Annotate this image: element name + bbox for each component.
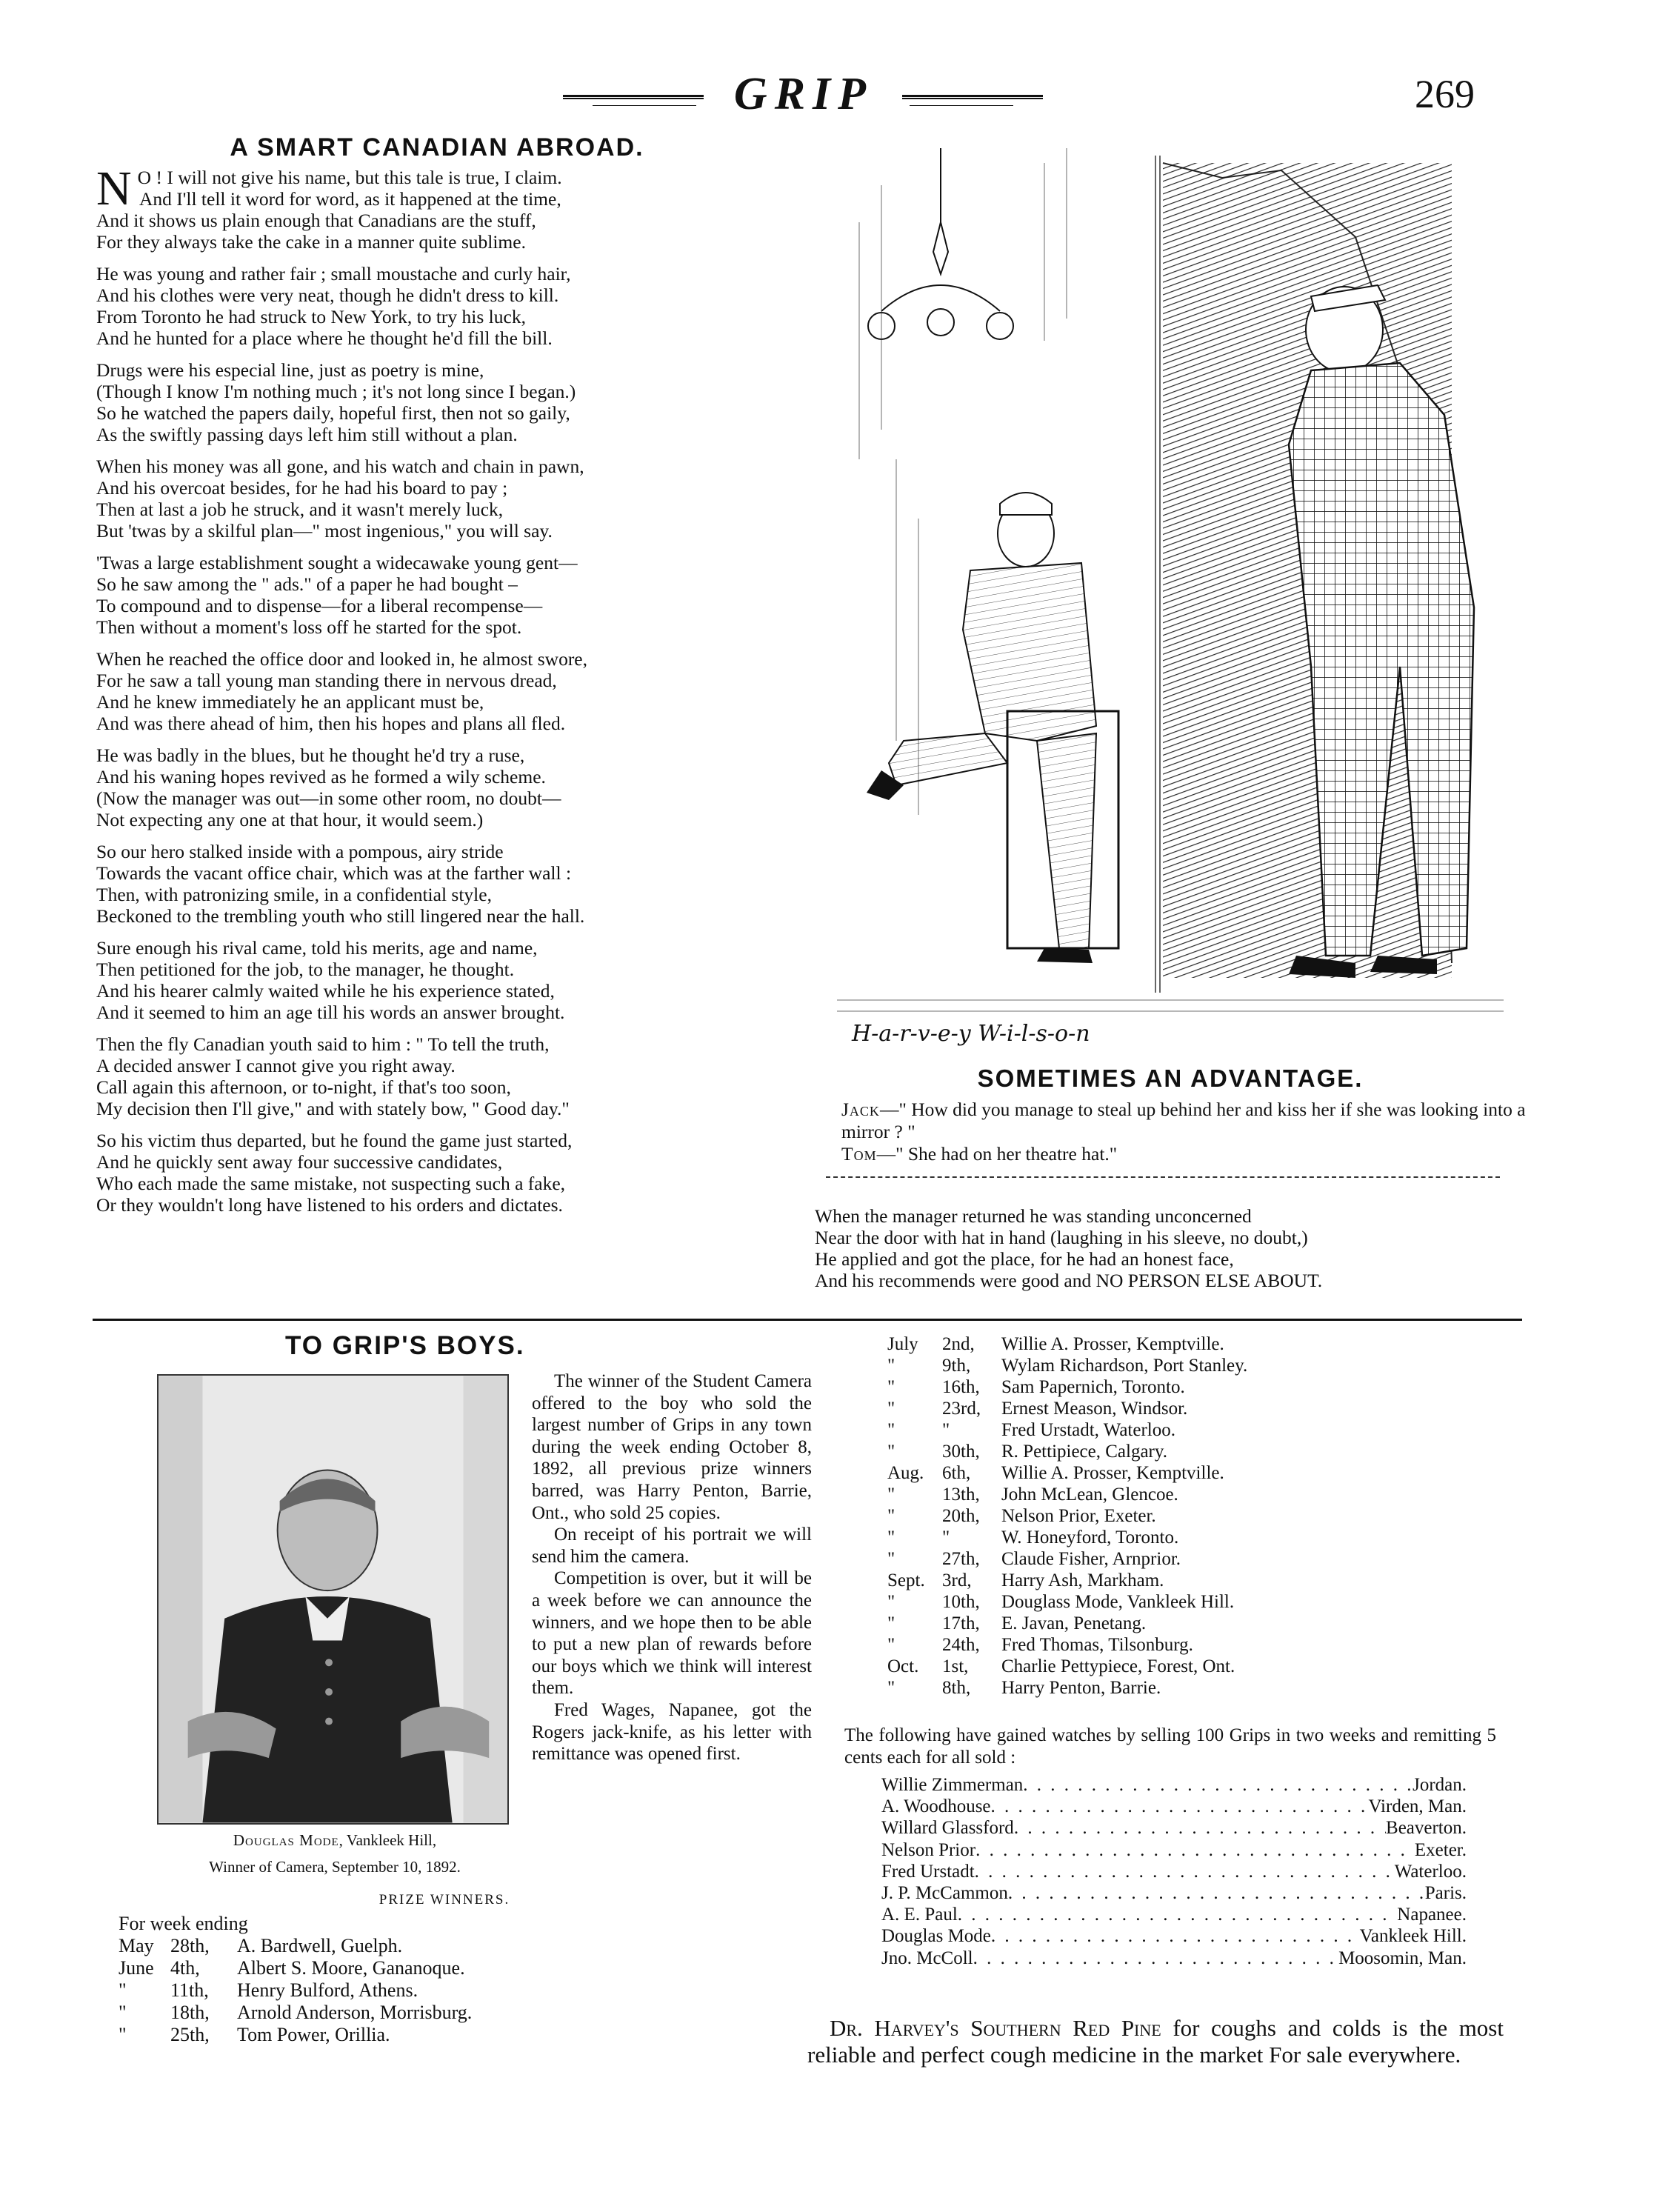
prize-date: 10th, xyxy=(942,1592,980,1612)
prize-row xyxy=(119,2024,472,2046)
watch-winner-row xyxy=(881,1796,1467,1817)
prize-name: Tom Power, Orillia. xyxy=(237,2024,390,2045)
dialog-line-jack xyxy=(815,1099,1526,1143)
poem-line: Sure enough his rival came, told his merits, age and name, xyxy=(96,937,538,959)
cartoon-dialog xyxy=(815,1099,1526,1165)
prize-row xyxy=(887,1398,1247,1419)
poem-stanza xyxy=(96,841,778,927)
prize-row xyxy=(119,2002,472,2024)
prize-row xyxy=(887,1419,1247,1441)
poem-stanza xyxy=(96,359,778,445)
poem xyxy=(96,133,778,1226)
advertisement xyxy=(807,2015,1504,2068)
poem-line: And his hearer calmly waited while he his experience stated, xyxy=(96,980,555,1002)
poem-line: And he knew immediately he an applicant must be, xyxy=(96,691,484,713)
prize-month: " xyxy=(887,1420,895,1440)
poem-line: (Now the manager was out—in some other room, no doubt— xyxy=(96,787,561,809)
poem-line: (Though I know I'm nothing much ; it's not long since I began.) xyxy=(96,381,576,402)
poem-line: O ! I will not give his name, but this tale is true, I claim. xyxy=(137,167,562,188)
leader-dots xyxy=(991,1796,1369,1817)
prize-date: 1st, xyxy=(942,1656,969,1676)
prize-row xyxy=(887,1484,1247,1505)
prize-date: 20th, xyxy=(942,1506,980,1526)
poem-line: He was badly in the blues, but he thought he'd try a ruse, xyxy=(96,744,525,766)
cartoon-illustration xyxy=(837,148,1504,1052)
watch-winner-row xyxy=(881,1817,1467,1839)
prize-name: Arnold Anderson, Morrisburg. xyxy=(237,2002,473,2023)
poem-line: When his money was all gone, and his watch and chain in pawn, xyxy=(96,456,584,477)
watch-winner-row xyxy=(881,1882,1467,1904)
prize-list-a xyxy=(119,1935,472,2046)
watch-winner-place: Jordan. xyxy=(1412,1775,1467,1795)
poem-line: 'Twas a large establishment sought a widecawake young gent— xyxy=(96,552,578,573)
poem-line: He was young and rather fair ; small moustache and curly hair, xyxy=(96,263,571,284)
prize-month: Oct. xyxy=(887,1656,919,1676)
poem-line: Beckoned to the trembling youth who still lingered near the hall. xyxy=(96,905,585,927)
watch-winner-name: Douglas Mode xyxy=(881,1926,991,1947)
boys-article xyxy=(532,1370,812,1765)
poem-line: And I'll tell it word for word, as it happened at the time, xyxy=(139,188,561,210)
poem-line: As the swiftly passing days left him still without a plan. xyxy=(96,424,518,445)
watch-winner-place: Virden, Man. xyxy=(1368,1796,1467,1817)
page-number: 269 xyxy=(1415,72,1475,116)
prize-row xyxy=(887,1505,1247,1527)
prize-date: 17th, xyxy=(942,1613,980,1633)
watch-winner-place: Vankleek Hill. xyxy=(1359,1926,1467,1947)
prize-row xyxy=(887,1355,1247,1376)
watch-winner-name: A. Woodhouse xyxy=(881,1796,991,1817)
photo-caption-place: , Vankleek Hill, xyxy=(338,1831,437,1849)
prize-date: 24th, xyxy=(942,1635,980,1655)
boys-title: TO GRIP'S BOYS. xyxy=(285,1331,525,1360)
prize-name: Fred Thomas, Tilsonburg. xyxy=(1001,1635,1193,1655)
prize-date: 27th, xyxy=(942,1549,980,1569)
leader-dots xyxy=(1008,1882,1425,1904)
dialog-speaker: Jack xyxy=(841,1099,880,1120)
prize-row xyxy=(887,1462,1247,1484)
watch-winner-row xyxy=(881,1839,1467,1861)
prize-month: " xyxy=(119,1979,127,2001)
prize-row xyxy=(887,1570,1247,1591)
poem-line: He applied and got the place, for he had an honest face, xyxy=(815,1248,1234,1270)
watch-winner-row xyxy=(881,1774,1467,1796)
prize-name: Nelson Prior, Exeter. xyxy=(1001,1506,1156,1526)
poem-line: When the manager returned he was standing unconcerned xyxy=(815,1205,1252,1227)
prize-date: 11th, xyxy=(170,1979,209,2001)
watch-winner-name: A. E. Paul xyxy=(881,1905,958,1925)
leader-dots xyxy=(1023,1774,1412,1796)
prize-row xyxy=(887,1548,1247,1570)
prize-name: Wylam Richardson, Port Stanley. xyxy=(1001,1356,1248,1376)
poem-line: Then petitioned for the job, to the manager, he thought. xyxy=(96,959,515,980)
dialog-line-tom xyxy=(815,1143,1526,1165)
poem-line: My decision then I'll give," and with stately bow, " Good day." xyxy=(96,1098,570,1119)
poem-line: Drugs were his especial line, just as poetry is mine, xyxy=(96,359,484,381)
poem-line: But 'twas by a skilful plan—" most ingenious," you will say. xyxy=(96,520,553,542)
prize-date: " xyxy=(942,1528,950,1548)
prize-month: " xyxy=(887,1442,895,1462)
poem-stanza xyxy=(96,1130,778,1216)
prize-date: 8th, xyxy=(942,1678,971,1698)
watch-winner-name: Willard Glassford xyxy=(881,1818,1014,1839)
prize-month: " xyxy=(119,2024,127,2045)
prize-row xyxy=(887,1677,1247,1699)
poem-line: And it seemed to him an age till his words an answer brought. xyxy=(96,1002,565,1023)
poem-line: For he saw a tall young man standing there in nervous dread, xyxy=(96,670,557,691)
prize-name: Douglass Mode, Vankleek Hill. xyxy=(1001,1592,1235,1612)
prize-month: May xyxy=(119,1935,154,1956)
prize-row xyxy=(887,1634,1247,1656)
watch-winner-name: Nelson Prior xyxy=(881,1839,976,1860)
watch-winner-row xyxy=(881,1948,1467,1969)
prize-month: Aug. xyxy=(887,1463,924,1483)
prize-date: 3rd, xyxy=(942,1570,972,1590)
watch-intro: The following have gained watches by selling 100 Grips in two weeks and remitting 5 cents each for all sold : xyxy=(844,1725,1496,1768)
prize-date: 6th, xyxy=(942,1463,971,1483)
prize-row xyxy=(119,1979,472,2002)
dashed-divider xyxy=(826,1176,1500,1178)
leader-dots xyxy=(975,1839,1415,1861)
prize-name: Claude Fisher, Arnprior. xyxy=(1001,1549,1181,1569)
prize-date: 13th, xyxy=(942,1485,980,1505)
poem-line: Then, with patronizing smile, in a confidential style, xyxy=(96,884,492,905)
ad-brand: Dr. Harvey's Southern Red Pine xyxy=(830,2015,1161,2041)
leader-dots xyxy=(958,1904,1398,1925)
section-divider xyxy=(93,1319,1522,1321)
poem-line: Not expecting any one at that hour, it would seem.) xyxy=(96,809,484,830)
poem-stanza xyxy=(96,937,778,1023)
poem-stanza xyxy=(96,1033,778,1119)
poem-line: And his waning hopes revived as he formed a wily scheme. xyxy=(96,766,546,787)
leader-dots xyxy=(991,1925,1360,1947)
prize-month: " xyxy=(887,1528,895,1548)
prize-name: John McLean, Glencoe. xyxy=(1001,1485,1178,1505)
prize-month: " xyxy=(887,1549,895,1569)
masthead-rule-right xyxy=(902,95,1043,99)
watch-winner-name: Fred Urstadt xyxy=(881,1861,975,1882)
prize-name: Henry Bulford, Athens. xyxy=(237,1979,418,2001)
poem-body xyxy=(96,161,778,1216)
prize-name: Fred Urstadt, Waterloo. xyxy=(1001,1420,1175,1440)
watch-winners-list xyxy=(881,1774,1467,1969)
photo-caption-name: Douglas Mode xyxy=(233,1831,339,1849)
poem-stanza xyxy=(96,456,778,542)
poem-line: And his clothes were very neat, though he didn't dress to kill. xyxy=(96,284,559,306)
prize-date: 9th, xyxy=(942,1356,971,1376)
photo-caption-detail: Winner of Camera, September 10, 1892. xyxy=(209,1858,461,1876)
poem-line: And was there ahead of him, then his hopes and plans all fled. xyxy=(96,713,566,734)
prize-name: Harry Ash, Markham. xyxy=(1001,1570,1164,1590)
prize-name: Albert S. Moore, Gananoque. xyxy=(237,1957,465,1979)
watch-winner-name: Jno. McColl xyxy=(881,1948,973,1968)
prize-row xyxy=(887,1656,1247,1677)
poem-line: Then without a moment's loss off he started for the spot. xyxy=(96,616,522,638)
watch-winner-place: Beaverton. xyxy=(1386,1818,1467,1839)
poem-line: And his recommends were good and NO PERSON ELSE ABOUT. xyxy=(815,1270,1323,1291)
prize-list-b xyxy=(887,1333,1247,1699)
prize-month: " xyxy=(887,1485,895,1505)
prize-name: Willie A. Prosser, Kemptville. xyxy=(1001,1334,1224,1354)
poem-line: To compound and to dispense—for a liberal recompense— xyxy=(96,595,543,616)
prize-name: W. Honeyford, Toronto. xyxy=(1001,1528,1179,1548)
poem-line: And it shows us plain enough that Canadians are the stuff, xyxy=(96,210,536,231)
prize-date: 2nd, xyxy=(942,1334,975,1354)
prize-row xyxy=(119,1935,472,1957)
dialog-text: —" How did you manage to steal up behind her and kiss her if she was looking into a mirror ? " xyxy=(841,1099,1526,1142)
prize-month: June xyxy=(119,1957,154,1979)
prize-name: E. Javan, Penetang. xyxy=(1001,1613,1147,1633)
prize-month: " xyxy=(887,1592,895,1612)
prize-month: " xyxy=(887,1356,895,1376)
prize-date: 16th, xyxy=(942,1377,980,1397)
prize-name: Sam Papernich, Toronto. xyxy=(1001,1377,1185,1397)
poem-stanza xyxy=(96,161,778,253)
poem-line: Near the door with hat in hand (laughing in his sleeve, no doubt,) xyxy=(815,1227,1308,1248)
prize-winners-title: PRIZE WINNERS. xyxy=(378,1892,510,1908)
portrait-photo xyxy=(157,1374,509,1825)
poem-stanza xyxy=(96,552,778,638)
watch-winner-name: Willie Zimmerman xyxy=(881,1775,1024,1795)
watch-winner-row xyxy=(881,1925,1467,1947)
article-paragraph: The winner of the Student Camera offered to the boy who sold the largest number of Grips in any town during the week ending October 8, 1892, all previous prize winners barred, was Harry Penton, Barrie, Ont., who sold 25 copies. xyxy=(532,1371,812,1523)
prize-month: " xyxy=(887,1613,895,1633)
cartoon-signature: H-a-r-v-e-y W-i-l-s-o-n xyxy=(852,1021,1090,1047)
prize-month: July xyxy=(887,1334,918,1354)
watch-winner-place: Paris. xyxy=(1424,1883,1467,1904)
poem-line: A decided answer I cannot give you right away. xyxy=(96,1055,456,1076)
watch-winner-place: Waterloo. xyxy=(1394,1861,1467,1882)
poem-title: A SMART CANADIAN ABROAD. xyxy=(230,133,644,161)
masthead-title: GRIP xyxy=(733,69,874,119)
prize-name: Charlie Pettypiece, Forest, Ont. xyxy=(1001,1656,1235,1676)
prize-name: R. Pettipiece, Calgary. xyxy=(1001,1442,1168,1462)
poem-line: Towards the vacant office chair, which was at the farther wall : xyxy=(96,862,572,884)
prize-row xyxy=(119,1957,472,1979)
poem-dropcap: N xyxy=(96,161,132,216)
prize-date: 18th, xyxy=(170,2002,210,2023)
article-paragraph: Fred Wages, Napanee, got the Rogers jack-knife, as his letter with remittance was opened first. xyxy=(532,1699,812,1765)
watch-winner-place: Exeter. xyxy=(1414,1839,1467,1860)
poem-line: And he hunted for a place where he thought he'd fill the bill. xyxy=(96,327,553,349)
prize-month: " xyxy=(887,1635,895,1655)
dialog-text: —" She had on her theatre hat." xyxy=(876,1143,1118,1165)
poem-continuation xyxy=(815,1205,1526,1291)
masthead xyxy=(0,68,1671,127)
poem-line: From Toronto he had struck to New York, to try his luck, xyxy=(96,306,526,327)
poem-stanza xyxy=(96,648,778,734)
poem-line: Call again this afternoon, or to-night, if that's too soon, xyxy=(96,1076,511,1098)
article-paragraph: On receipt of his portrait we will send him the camera. xyxy=(532,1525,812,1567)
poem-line: Then the fly Canadian youth said to him : " To tell the truth, xyxy=(96,1033,550,1055)
prize-row xyxy=(887,1591,1247,1613)
article-paragraph: Competition is over, but it will be a week before we can announce the winners, and we hope then to be able to put a new plan of rewards before our boys which we think will interest them. xyxy=(532,1568,812,1699)
poem-line: And his overcoat besides, for he had his board to pay ; xyxy=(96,477,508,499)
poem-line: And he quickly sent away four successive candidates, xyxy=(96,1151,503,1173)
prize-row xyxy=(887,1441,1247,1462)
watch-winner-row xyxy=(881,1904,1467,1925)
leader-dots xyxy=(975,1861,1395,1882)
prize-name: Ernest Meason, Windsor. xyxy=(1001,1399,1188,1419)
poem-stanza xyxy=(96,263,778,349)
prize-row xyxy=(887,1376,1247,1398)
prize-date: " xyxy=(942,1420,950,1440)
prize-date: 25th, xyxy=(170,2024,210,2045)
masthead-rule-left-thin xyxy=(593,105,696,107)
prize-intro: For week ending xyxy=(119,1913,248,1934)
poem-line: For they always take the cake in a manner quite sublime. xyxy=(96,231,526,253)
poem-line: When he reached the office door and looked in, he almost swore, xyxy=(96,648,587,670)
watch-winner-place: Napanee. xyxy=(1397,1905,1467,1925)
prize-date: 28th, xyxy=(170,1935,210,1956)
prize-row xyxy=(887,1333,1247,1355)
watch-winner-row xyxy=(881,1861,1467,1882)
watch-winner-place: Moosomin, Man. xyxy=(1338,1948,1467,1968)
prize-month: " xyxy=(887,1506,895,1526)
prize-date: 4th, xyxy=(170,1957,200,1979)
masthead-rule-right-thin xyxy=(910,105,1013,107)
poem-line: So our hero stalked inside with a pompous, airy stride xyxy=(96,841,504,862)
poem-line: So his victim thus departed, but he found the game just started, xyxy=(96,1130,573,1151)
cartoon-title: SOMETIMES AN ADVANTAGE. xyxy=(977,1065,1364,1092)
photo-caption xyxy=(157,1831,513,1850)
prize-month: " xyxy=(887,1377,895,1397)
masthead-rule-left xyxy=(563,95,704,99)
leader-dots xyxy=(973,1948,1338,1969)
poem-line: Or they wouldn't long have listened to his orders and dictates. xyxy=(96,1194,563,1216)
poem-line: So he saw among the " ads." of a paper he had bought – xyxy=(96,573,518,595)
prize-month: " xyxy=(119,2002,127,2023)
poem-line: Then at last a job he struck, and it wasn't merely luck, xyxy=(96,499,504,520)
poem-stanza xyxy=(96,744,778,830)
watch-winner-name: J. P. McCammon xyxy=(881,1883,1008,1904)
prize-date: 30th, xyxy=(942,1442,980,1462)
leader-dots xyxy=(1014,1817,1386,1839)
prize-month: Sept. xyxy=(887,1570,925,1590)
prize-name: Willie A. Prosser, Kemptville. xyxy=(1001,1463,1224,1483)
prize-row xyxy=(887,1527,1247,1548)
prize-date: 23rd, xyxy=(942,1399,981,1419)
prize-month: " xyxy=(887,1399,895,1419)
prize-row xyxy=(887,1613,1247,1634)
poem-line: So he watched the papers daily, hopeful first, then not so gaily, xyxy=(96,402,570,424)
prize-name: Harry Penton, Barrie. xyxy=(1001,1678,1161,1698)
dialog-speaker: Tom xyxy=(841,1143,877,1165)
prize-month: " xyxy=(887,1678,895,1698)
poem-line: Who each made the same mistake, not suspecting such a fake, xyxy=(96,1173,566,1194)
ad-text: for coughs and colds is the most reliable and perfect cough medicine in the market For sale everywhere. xyxy=(807,2015,1504,2068)
prize-name: A. Bardwell, Guelph. xyxy=(237,1935,403,1956)
